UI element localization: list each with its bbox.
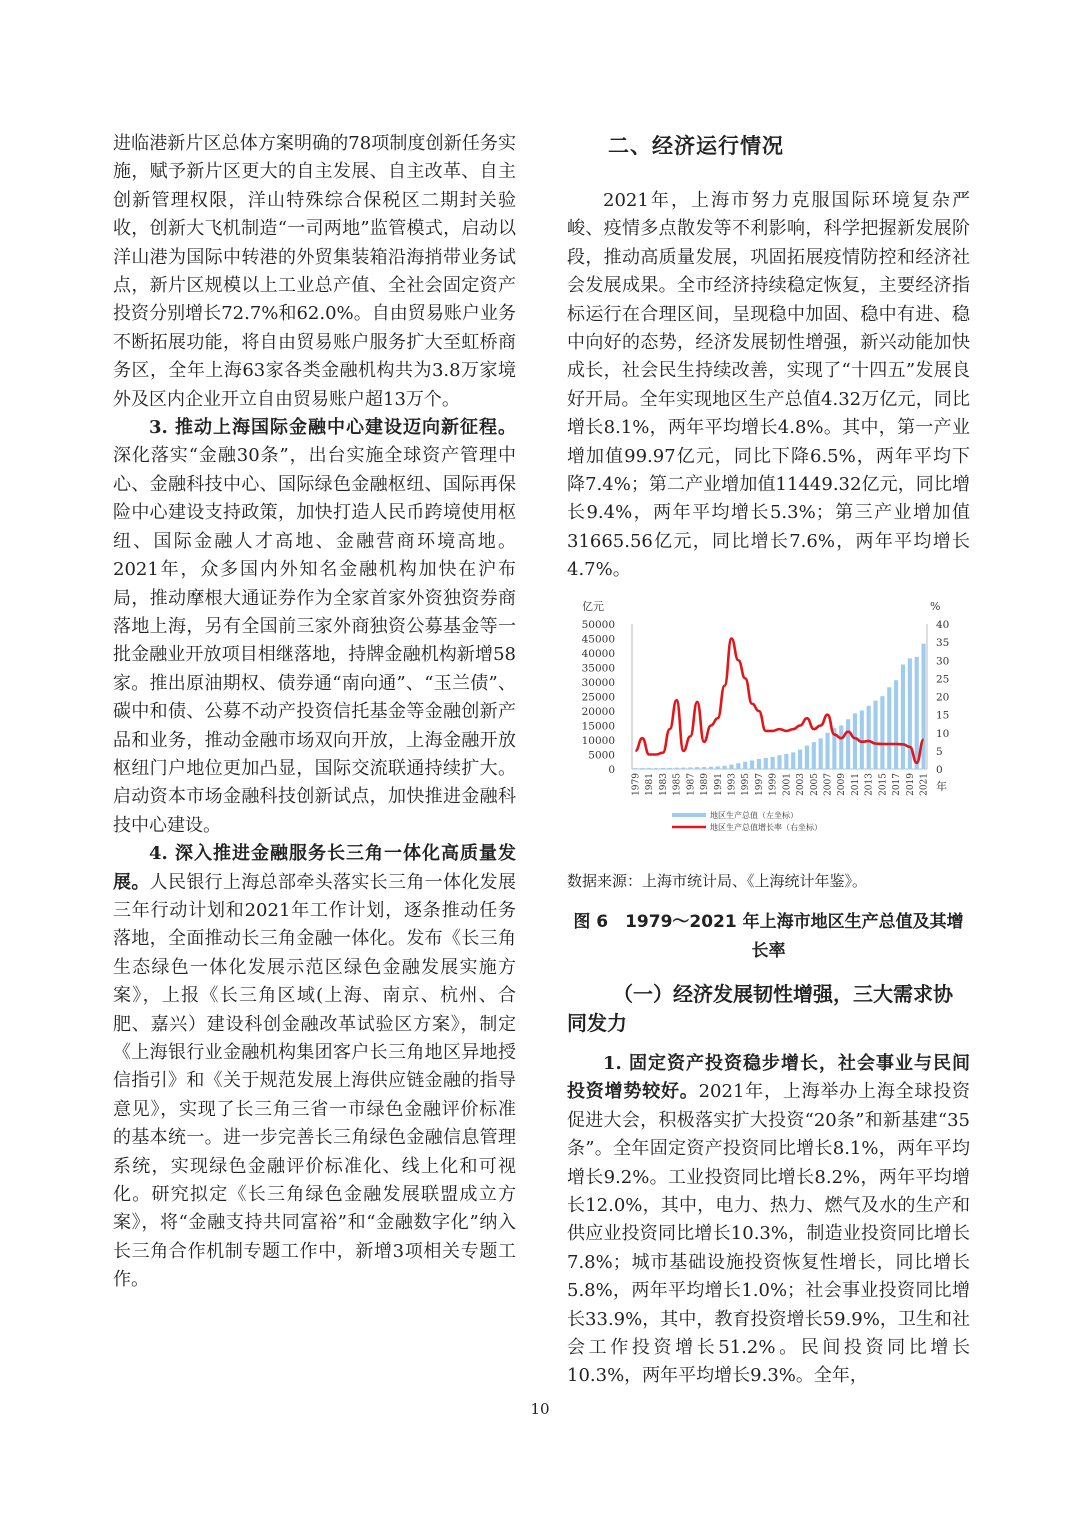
gdp-bar xyxy=(688,767,692,769)
left-tick-label: 15000 xyxy=(581,720,615,733)
x-tick-label: 1999 xyxy=(768,773,779,796)
x-tick-label: 1997 xyxy=(754,773,765,796)
paragraph-body: 深化落实“金融30条”，出台实施全球资产管理中心、金融科技中心、国际绿色金融枢纽、国际再保险中心建设支持政策，加快打造人民币跨境使用枢纽、国际金融人才高地、金融营商环境高地。2021年，众多国内外知名金融机构加快在沪布局，推动摩根大通证券作为全家首家外资独资券商落地上海，另有全国前三家外商独资公募基金等一批金融业开放项目相继落地，持牌金融机构新增58家。推出原油期权、债券通“南向通”、“玉兰债”、碳中和债、公募不动产投资信托基金等金融创新产品和业务，推动金融市场双向开放，上海金融开放枢纽门户地位更加凸显，国际交流联通持续扩大。启动资本市场金融科技创新试点，加快推进金融科技中心建设。 xyxy=(113,445,516,836)
left-tick-label: 50000 xyxy=(581,619,615,631)
gdp-bar xyxy=(784,754,788,769)
gdp-bar xyxy=(771,757,775,769)
gdp-bar xyxy=(901,665,905,769)
legend-swatch-gdp xyxy=(672,813,706,817)
x-tick-label: 2021 xyxy=(919,773,930,796)
gdp-bar xyxy=(681,768,685,769)
x-tick-label: 1991 xyxy=(713,773,724,796)
right-tick-label: 40 xyxy=(936,619,950,631)
right-tick-label: 10 xyxy=(936,727,950,740)
paragraph-heading: 4. 深入推进金融服务长三角一体化高质量发展。 xyxy=(113,843,516,893)
x-tick-label: 2011 xyxy=(850,773,861,796)
gdp-bar xyxy=(743,762,747,769)
gdp-bar xyxy=(750,760,754,769)
right-tick-label: 0 xyxy=(936,764,943,776)
left-tick-label: 20000 xyxy=(581,706,615,718)
paragraph: 2021年，上海市努力克服国际环境复杂严峻、疫情多点散发等不利影响，科学把握新发展阶段，推动高质量发展，巩固拓展疫情防控和经济社会发展成果。全市经济持续稳定恢复，主要经济指标运行在合理区间，呈现稳中加固、稳中有进、稳中向好的态势，经济发展韧性增强，新兴动能加快成长，社会民生持续改善，实现了“十四五”发展良好开局。全年实现地区生产总值4.32万亿元，同比增长8.1%，两年平均增长4.8%。其中，第一产业增加值99.97亿元，同比下降6.5%，两年平均下降7.4%；第二产业增加值11449.32亿元，同比增长9.4%，两年平均增长5.3%；第三产业增加值31665.56亿元，同比增长7.6%，两年平均增长4.7%。 xyxy=(567,190,970,581)
gdp-bar xyxy=(702,767,706,769)
right-column-paragraph-2 xyxy=(567,1050,970,1391)
right-tick-label: 15 xyxy=(936,709,950,722)
gdp-bar xyxy=(825,733,829,769)
gdp-bar xyxy=(867,706,871,769)
x-axis-unit: 年 xyxy=(936,780,947,793)
right-column-paragraph xyxy=(567,187,970,585)
left-tick-label: 40000 xyxy=(581,648,615,660)
x-tick-label: 1985 xyxy=(672,773,683,796)
x-tick-label: 1993 xyxy=(727,773,738,796)
paragraph-heading: 1. 固定资产投资稳步增长，社会事业与民间投资增势较好。 xyxy=(567,1053,970,1103)
gdp-bar xyxy=(860,710,864,769)
gdp-bar xyxy=(873,701,877,769)
x-tick-label: 2007 xyxy=(823,773,834,796)
gdp-bar xyxy=(839,725,843,769)
legend-label-growth: 地区生产总值增长率（右坐标） xyxy=(710,823,822,832)
gdp-bar xyxy=(661,768,665,769)
x-tick-label: 2019 xyxy=(905,773,916,796)
left-tick-label: 25000 xyxy=(581,691,615,704)
paragraph-heading: 3. 推动上海国际金融中心建设迈向新征程。 xyxy=(149,417,516,439)
gdp-bar xyxy=(880,696,884,769)
gdp-bar xyxy=(798,750,802,769)
figure-caption: 图 6 1979～2021 年上海市地区生产总值及其增长率 xyxy=(573,912,964,961)
x-tick-label: 1983 xyxy=(658,773,669,796)
paragraph xyxy=(113,414,516,840)
gdp-bar xyxy=(729,765,733,769)
left-tick-label: 5000 xyxy=(588,749,615,762)
gdp-bar xyxy=(812,742,816,769)
subsection-title: （一）经济发展韧性增强，三大需求协同发力 xyxy=(567,982,953,1035)
x-tick-label: 1979 xyxy=(631,773,642,796)
gdp-bar xyxy=(757,759,761,769)
section-title: 二、经济运行情况 xyxy=(608,133,784,158)
right-tick-label: 5 xyxy=(936,745,943,758)
paragraph xyxy=(113,840,516,1295)
gdp-bar xyxy=(736,763,740,769)
gdp-bar xyxy=(695,767,699,769)
legend-label-gdp: 地区生产总值（左坐标） xyxy=(710,811,798,820)
gdp-bar xyxy=(654,768,658,769)
paragraph xyxy=(567,1050,970,1391)
left-tick-label: 45000 xyxy=(581,633,615,646)
paragraph-body: 2021年，上海举办上海全球投资促进大会，积极落实扩大投资“20条”和新基建“35条”。全年固定资产投资同比增长8.1%，两年平均增长9.2%。工业投资同比增长8.2%，两年平均增长12.0%，其中，电力、热力、燃气及水的生产和供应业投资同比增长10.3%，制造业投资同比增长7.8%；城市基础设施投资恢复性增长，同比增长5.8%，两年平均增长1.0%；社会事业投资同比增长33.9%，其中，教育投资增长59.9%，卫生和社会工作投资增长51.2%。民间投资同比增长10.3%，两年平均增长9.3%。全年， xyxy=(567,1081,971,1387)
gdp-bar xyxy=(819,738,823,769)
gdp-bar xyxy=(922,644,926,769)
left-tick-label: 30000 xyxy=(581,677,615,689)
x-tick-label: 1981 xyxy=(645,773,656,796)
x-tick-label: 1987 xyxy=(686,773,697,796)
right-tick-label: 30 xyxy=(936,655,950,668)
gdp-bar xyxy=(716,766,720,769)
left-tick-label: 35000 xyxy=(581,662,615,675)
x-tick-label: 2001 xyxy=(782,773,793,796)
left-column xyxy=(113,130,516,1295)
gdp-bar xyxy=(640,768,644,769)
left-tick-label: 10000 xyxy=(581,735,615,747)
paragraph: 进临港新片区总体方案明确的78项制度创新任务实施，赋予新片区更大的自主发展、自主改革、自主创新管理权限，洋山特殊综合保税区二期封关验收，创新大飞机制造“一司两地”监管模式，启动以洋山港为国际中转港的外贸集装箱沿海捎带业务试点，新片区规模以上工业总产值、全社会固定资产投资分别增长72.7%和62.0%。自由贸易账户业务不断拓展功能，将自由贸易账户服务扩大至虹桥商务区，全年上海63家各类金融机构共为3.8万家境外及区内企业开立自由贸易账户超13万个。 xyxy=(113,133,516,410)
gdp-bar xyxy=(853,713,857,769)
gdp-bar xyxy=(805,746,809,769)
data-source: 数据来源：上海市统计局、《上海统计年鉴》。 xyxy=(567,872,868,890)
gdp-bar xyxy=(668,768,672,769)
gdp-bar xyxy=(633,768,637,769)
x-tick-label: 2013 xyxy=(864,773,875,796)
right-axis-unit: % xyxy=(930,600,941,613)
left-tick-label: 0 xyxy=(608,764,615,776)
gdp-bar xyxy=(764,758,768,769)
x-tick-label: 2017 xyxy=(892,773,903,796)
gdp-bar xyxy=(894,680,898,769)
gdp-bar xyxy=(908,658,912,769)
paragraph-body: 人民银行上海总部牵头落实长三角一体化发展三年行动计划和2021年工作计划，逐条推动任务落地，全面推动长三角金融一体化。发布《长三角生态绿色一体化发展示范区绿色金融发展实施方案》，上报《长三角区域(上海、南京、杭州、合肥、嘉兴）建设科创金融改革试验区方案》，制定《上海银行业金融机构集团客户长三角地区异地授信指引》和《关于规范发展上海供应链金融的指导意见》，实现了长三角三省一市绿色金融评价标准的基本统一。进一步完善长三角绿色金融信息管理系统，实现绿色金融评价标准化、线上化和可视化。研究拟定《长三角绿色金融发展联盟成立方案》，将“金融支持共同富裕”和“金融数字化”纳入长三角合作机制专题工作中，新增3项相关专题工作。 xyxy=(113,871,517,1291)
x-tick-label: 2009 xyxy=(837,773,848,796)
x-tick-label: 1989 xyxy=(700,773,711,796)
gdp-bar xyxy=(709,767,713,769)
x-tick-label: 2015 xyxy=(878,773,889,796)
gdp-bar xyxy=(791,752,795,769)
page-number: 10 xyxy=(530,1400,550,1418)
gdp-bar xyxy=(647,768,651,769)
gdp-bar xyxy=(777,755,781,769)
right-tick-label: 35 xyxy=(936,637,950,650)
right-tick-label: 20 xyxy=(936,691,950,704)
x-tick-label: 2003 xyxy=(796,773,807,796)
gdp-bar xyxy=(675,768,679,769)
gdp-bar xyxy=(723,766,727,769)
gdp-bar xyxy=(915,657,919,769)
right-tick-label: 25 xyxy=(936,673,950,686)
gdp-bar xyxy=(887,687,891,769)
growth-rate-line xyxy=(635,639,923,763)
left-axis-unit: 亿元 xyxy=(582,600,604,613)
x-tick-label: 1995 xyxy=(741,773,752,796)
gdp-bar xyxy=(846,719,850,769)
x-tick-label: 2005 xyxy=(809,773,820,796)
gdp-chart xyxy=(570,595,960,840)
